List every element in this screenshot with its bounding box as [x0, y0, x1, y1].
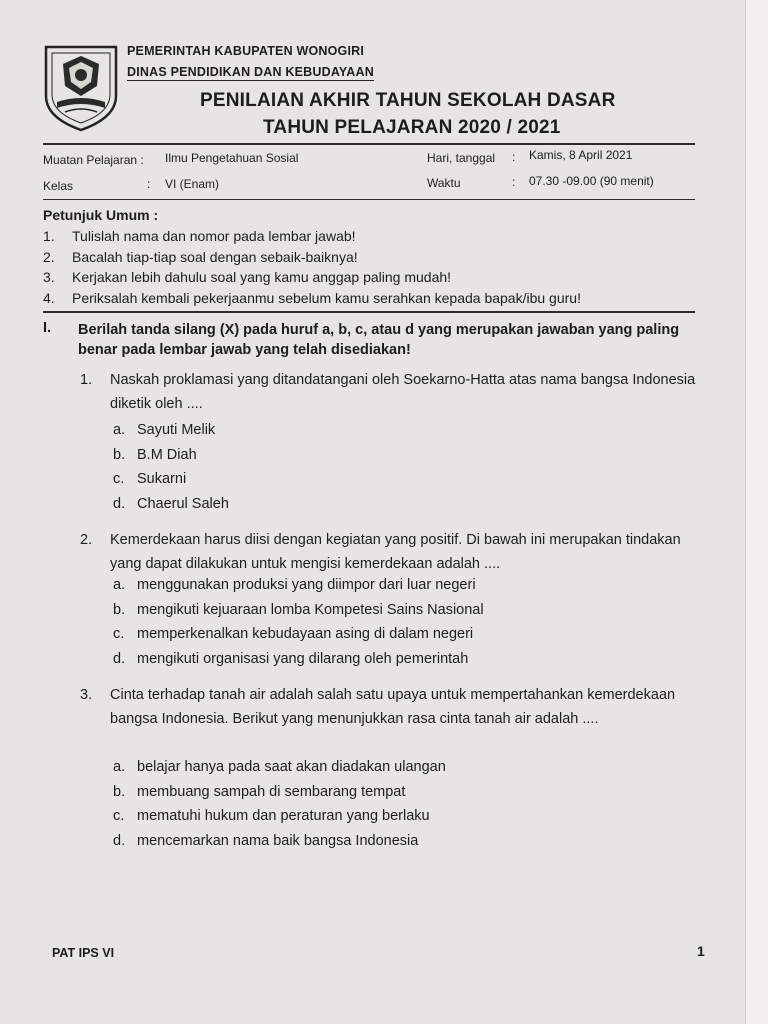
instructions-list	[43, 226, 581, 308]
page-edge	[745, 0, 768, 1024]
question-2-options	[113, 573, 484, 671]
time-value: 07.30 -09.00 (90 menit)	[529, 174, 654, 188]
option-text: menggunakan produksi yang diimpor dari luar negeri	[137, 577, 476, 593]
instruction-number: 1.	[43, 228, 55, 244]
footer-exam-code: PAT IPS VI	[52, 946, 115, 960]
subject-value: Ilmu Pengetahuan Sosial	[165, 151, 299, 165]
class-colon: :	[147, 177, 151, 191]
instruction-item	[43, 247, 581, 268]
class-value: VI (Enam)	[165, 177, 220, 191]
date-label: Hari, tanggal	[427, 151, 496, 165]
option-letter: b.	[113, 446, 126, 463]
time-label: Waktu	[427, 176, 461, 190]
question-number: 1.	[80, 372, 93, 388]
government-line: PEMERINTAH KABUPATEN WONOGIRI	[127, 44, 365, 58]
exam-year: TAHUN PELAJARAN 2020 / 2021	[263, 117, 561, 138]
option-a	[113, 573, 484, 598]
option-letter: b.	[113, 783, 126, 800]
option-letter: c.	[113, 808, 125, 824]
wonogiri-crest-logo	[43, 44, 119, 132]
option-a	[113, 755, 446, 780]
instruction-item	[43, 288, 581, 309]
option-text: memperkenalkan kebudayaan asing di dalam negeri	[137, 626, 474, 642]
option-b	[113, 780, 446, 805]
question-text: Naskah proklamasi yang ditandatangani oleh Soekarno-Hatta atas nama bangsa Indonesia diketik oleh ....	[110, 372, 696, 412]
instruction-text: Bacalah tiap-tiap soal dengan sebaik-baiknya!	[72, 248, 358, 265]
option-d	[113, 829, 446, 854]
option-letter: a.	[113, 422, 126, 438]
question-3-options	[113, 755, 446, 853]
date-value: Kamis, 8 April 2021	[529, 148, 633, 162]
option-letter: c.	[113, 626, 125, 642]
option-b	[113, 598, 484, 623]
section-instruction: Berilah tanda silang (X) pada huruf a, b, c, atau d yang merupakan jawaban yang paling benar pada lembar jawab yang telah disediakan!	[78, 322, 680, 358]
option-c	[113, 467, 229, 492]
option-text: mengikuti organisasi yang dilarang oleh pemerintah	[137, 650, 469, 667]
question-number: 3.	[80, 687, 93, 703]
option-letter: d.	[113, 650, 126, 667]
option-letter: d.	[113, 495, 126, 512]
option-c	[113, 804, 446, 829]
section-number: I.	[43, 320, 52, 336]
date-colon: :	[512, 150, 516, 164]
option-a	[113, 418, 229, 443]
option-d	[113, 492, 229, 517]
option-text: Chaerul Saleh	[137, 495, 229, 512]
instruction-number: 2.	[43, 248, 55, 265]
meta-divider	[43, 199, 695, 200]
instruction-text: Kerjakan lebih dahulu soal yang kamu anggap paling mudah!	[72, 269, 452, 285]
instruction-text: Tulislah nama dan nomor pada lembar jawab!	[72, 228, 356, 244]
instruction-item	[43, 267, 581, 288]
question-text: Cinta terhadap tanah air adalah salah satu upaya untuk mempertahankan kemerdekaan bangsa Indonesia. Berikut yang menunjukkan rasa cinta tanah air adalah ....	[110, 687, 676, 727]
class-label: Kelas	[43, 179, 74, 193]
instruction-item	[43, 226, 581, 247]
instructions-divider	[43, 311, 695, 313]
option-letter: d.	[113, 832, 126, 849]
option-d	[113, 647, 484, 672]
option-b	[113, 443, 229, 468]
option-text: membuang sampah di sembarang tempat	[137, 783, 406, 800]
option-text: mencemarkan nama baik bangsa Indonesia	[137, 832, 419, 849]
option-text: mengikuti kejuaraan lomba Kompetesi Sains Nasional	[137, 601, 484, 618]
option-text: belajar hanya pada saat akan diadakan ulangan	[137, 759, 446, 775]
option-letter: b.	[113, 601, 126, 618]
option-letter: a.	[113, 759, 126, 775]
question-number: 2.	[80, 532, 93, 548]
exam-title: PENILAIAN AKHIR TAHUN SEKOLAH DASAR	[200, 90, 616, 111]
question-1-options	[113, 418, 229, 516]
option-text: mematuhi hukum dan peraturan yang berlaku	[137, 808, 430, 824]
option-c	[113, 622, 484, 647]
department-line: DINAS PENDIDIKAN DAN KEBUDAYAAN	[127, 65, 374, 79]
option-text: Sayuti Melik	[137, 422, 216, 438]
instruction-text: Periksalah kembali pekerjaanmu sebelum kamu serahkan kepada bapak/ibu guru!	[72, 289, 581, 306]
subject-label: Muatan Pelajaran :	[43, 153, 144, 167]
instruction-number: 4.	[43, 289, 55, 306]
option-letter: a.	[113, 577, 126, 593]
header-divider	[43, 143, 695, 145]
page-number: 1	[697, 943, 705, 959]
option-letter: c.	[113, 471, 125, 487]
option-text: B.M Diah	[137, 446, 197, 463]
instructions-heading: Petunjuk Umum :	[43, 207, 159, 223]
instruction-number: 3.	[43, 269, 55, 285]
time-colon: :	[512, 175, 516, 189]
question-text: Kemerdekaan harus diisi dengan kegiatan yang positif. Di bawah ini merupakan tindakan yang dapat dilakukan untuk mengisi kemerdekaan adalah ....	[110, 532, 681, 572]
option-text: Sukarni	[137, 471, 187, 487]
